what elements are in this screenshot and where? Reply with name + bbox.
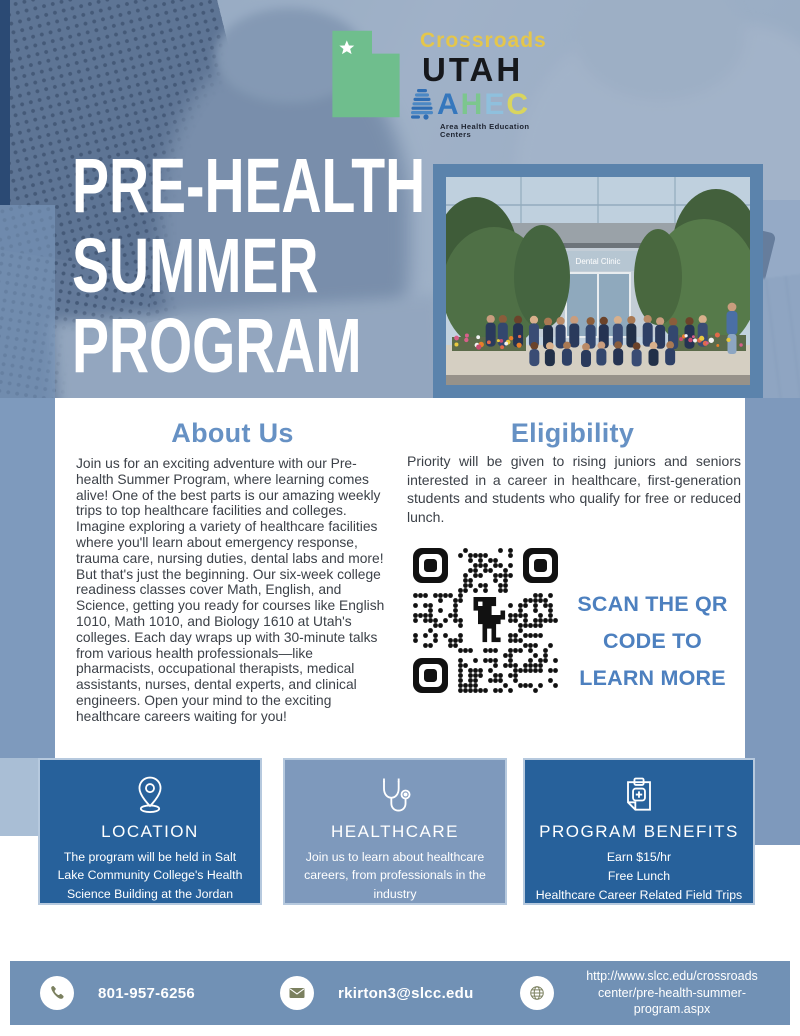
- healthcare-text: Join us to learn about healthcare careers, from professionals in the industry: [304, 850, 486, 901]
- left-band-hero: [0, 205, 55, 398]
- benefit-item: Free Lunch: [607, 869, 671, 884]
- beehive-icon: [410, 88, 434, 120]
- healthcare-title: HEALTHCARE: [330, 822, 460, 841]
- location-text: The program will be held in Salt Lake Community College's Health Science Building at the Jordan Campus: [57, 850, 243, 920]
- website-url: http://www.slcc.edu/crossroads center/pre-health-summer- program.aspx: [586, 969, 758, 1017]
- website-contact[interactable]: [520, 961, 772, 1025]
- hero-section: [0, 0, 800, 398]
- map-pin-icon: [50, 772, 250, 818]
- program-benefits-list: [535, 848, 743, 924]
- title-line: PRE-HEALTH: [72, 143, 426, 229]
- envelope-icon: [280, 976, 314, 1010]
- eligibility-paragraph: Priority will be given to rising juniors and seniors interested in a career in healthcare, first-generation students and students who qualify for free or reduced lunch.: [407, 453, 741, 525]
- title-line: PROGRAM: [72, 303, 362, 389]
- benefit-item: Earn $15/hr: [606, 850, 672, 864]
- email-contact[interactable]: [280, 961, 474, 1025]
- healthcare-card: [283, 758, 507, 905]
- benefit-item: Healthcare Career Related Field Trips: [535, 888, 743, 903]
- logo-utah-text: UTAH: [422, 51, 524, 88]
- logo-crossroads-text: Crossroads: [420, 29, 547, 52]
- location-card: [38, 758, 262, 920]
- phone-contact[interactable]: [40, 961, 195, 1025]
- stethoscope-icon: [295, 772, 495, 818]
- dino-icon: [474, 597, 506, 642]
- globe-icon: [520, 976, 554, 1010]
- phone-number: 801-957-6256: [98, 984, 196, 1002]
- footer-contact-bar: [10, 961, 790, 1025]
- crossroads-utah-ahec-logo: [330, 26, 560, 139]
- benefit-item: College Course Preparation: [563, 907, 715, 922]
- program-benefits-title: PROGRAM BENEFITS: [539, 822, 739, 841]
- location-title: LOCATION: [101, 822, 199, 841]
- logo-ahec-text: AHEC: [437, 88, 531, 121]
- navy-edge-stripe: [0, 0, 10, 205]
- building-sign: Dental Clinic: [575, 257, 621, 266]
- logo-tagline: Area Health Education Centers: [440, 122, 530, 139]
- email-address: rkirton3@slcc.edu: [338, 984, 474, 1002]
- clipboard-medical-icon: [535, 772, 743, 818]
- phone-icon: [40, 976, 74, 1010]
- utah-state-icon: [330, 28, 402, 120]
- left-band: [0, 398, 55, 758]
- about-heading: About Us: [171, 418, 294, 448]
- group-photo: [433, 164, 763, 398]
- program-benefits-card: [523, 758, 755, 922]
- scan-qr-cta: SCAN THE QR CODE TO LEARN MORE: [577, 592, 728, 690]
- title-line: SUMMER: [72, 223, 319, 309]
- eligibility-heading: Eligibility: [510, 418, 635, 448]
- about-paragraph: Join us for an exciting adventure with our Pre-health Summer Program, where learning comes alive! One of the best parts is our amazing weekly trips to top healthcare facilities and colleges. Imagine exploring a variety of healthcare facilities where you'll learn about emergency response, trauma care, nursing duties, dental labs and more! But that's just the beginning. Our six-week college readiness classes cover Math, English, and Science, getting you ready for courses like English 1010, Math 1010, and Biology 1610 at Utah's colleges. Each day wraps up with 30-minute talks from various health professionals—like pharmacists, occupational therapists, medical assistants, nurses, dental experts, and clinical engineers. Open your mind to the exciting healthcare careers waiting for you!: [76, 456, 385, 724]
- qr-code[interactable]: [413, 548, 558, 693]
